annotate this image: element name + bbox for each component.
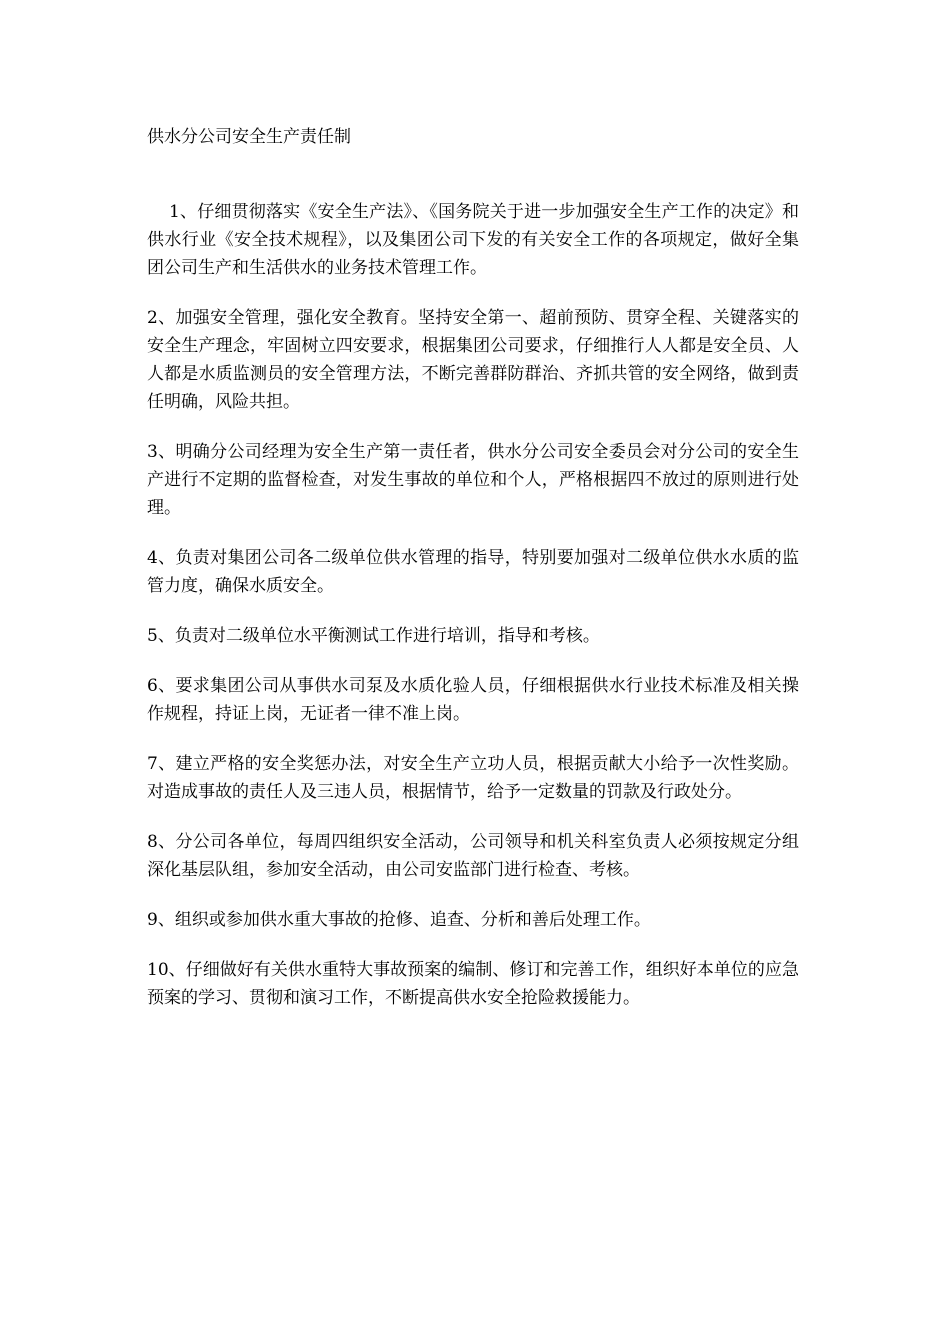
document-body (147, 198, 799, 1034)
paragraph-10: 10、仔细做好有关供水重特大事故预案的编制、修订和完善工作，组织好本单位的应急预案的学习、贯彻和演习工作，不断提高供水安全抢险救援能力。 (147, 960, 799, 1008)
paragraph-3: 3、明确分公司经理为安全生产第一责任者，供水分公司安全委员会对分公司的安全生产进行不定期的监督检查，对发生事故的单位和个人，严格根据四不放过的原则进行处理。 (147, 442, 799, 518)
paragraph-9: 9、组织或参加供水重大事故的抢修、追查、分析和善后处理工作。 (147, 910, 651, 930)
document-title: 供水分公司安全生产责任制 (147, 127, 351, 147)
paragraph-2: 2、加强安全管理，强化安全教育。坚持安全第一、超前预防、贯穿全程、关键落实的安全生产理念，牢固树立四安要求，根据集团公司要求，仔细推行人人都是安全员、人人都是水质监测员的安全管理方法，不断完善群防群治、齐抓共管的安全网络，做到责任明确，风险共担。 (147, 308, 799, 412)
paragraph-5: 5、负责对二级单位水平衡测试工作进行培训，指导和考核。 (147, 626, 600, 646)
paragraph-8: 8、分公司各单位，每周四组织安全活动，公司领导和机关科室负责人必须按规定分组深化基层队组，参加安全活动，由公司安监部门进行检查、考核。 (147, 832, 799, 880)
paragraph-6: 6、要求集团公司从事供水司泵及水质化验人员，仔细根据供水行业技术标准及相关操作规程，持证上岗，无证者一律不准上岗。 (147, 676, 799, 724)
paragraph-4: 4、负责对集团公司各二级单位供水管理的指导，特别要加强对二级单位供水水质的监管力度，确保水质安全。 (147, 548, 799, 596)
paragraph-7: 7、建立严格的安全奖惩办法，对安全生产立功人员，根据贡献大小给予一次性奖励。对造成事故的责任人及三违人员，根据情节，给予一定数量的罚款及行政处分。 (147, 754, 799, 802)
paragraph-1: 1、仔细贯彻落实《安全生产法》、《国务院关于进一步加强安全生产工作的决定》和供水行业《安全技术规程》，以及集团公司下发的有关安全工作的各项规定，做好全集团公司生产和生活供水的业务技术管理工作。 (147, 202, 799, 278)
